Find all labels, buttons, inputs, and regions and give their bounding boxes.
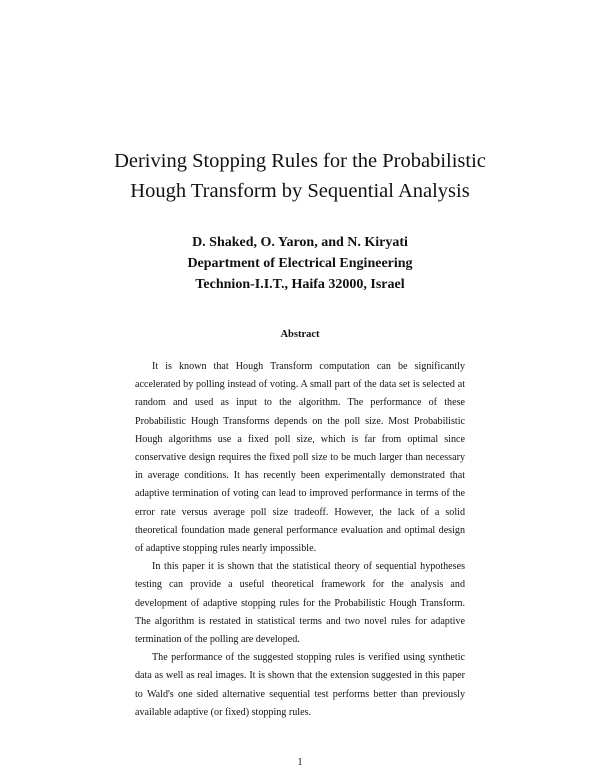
- page-number: 1: [297, 757, 303, 768]
- abstract-paragraph: In this paper it is shown that the statistical theory of sequential hypotheses testing can provide a useful theoretical framework for the analysis and development of adaptive stopping rules for the Probabilistic Hough Transform. The algorithm is restated in statistical terms and two novel rules for adaptive termination of the polling are developed.: [135, 561, 465, 646]
- abstract-paragraph: The performance of the suggested stopping rules is verified using synthetic data as well as real images. It is shown that the extension suggested in this paper to Wald's one sided alternative sequential test performs better than previously available adaptive (or fixed) stopping rules.: [135, 652, 465, 718]
- abstract-body: [135, 358, 465, 722]
- affiliation-department: Department of Electrical Engineering: [187, 256, 413, 271]
- abstract-heading: Abstract: [280, 329, 320, 340]
- affiliation-institution: Technion-I.I.T., Haifa 32000, Israel: [195, 277, 405, 292]
- affiliation: [40, 253, 560, 295]
- paper-title: [40, 146, 560, 206]
- abstract-paragraph: It is known that Hough Transform computation can be significantly accelerated by polling instead of voting. A small part of the data set is selected at random and used as input to the algorithm. The performance of these Probabilistic Hough Transforms depends on the poll size. Most Probabilistic Hough algorithms use a fixed poll size, which is far from optimal since conservative design requires the fixed poll size to be much larger than necessary in average conditions. It has recently been experimentally demonstrated that adaptive termination of voting can lead to improved performance in terms of the error rate versus average poll size tradeoff. However, the lack of a solid theoretical foundation made general performance evaluation and optimal design of adaptive stopping rules nearly impossible.: [135, 361, 465, 555]
- author-list: D. Shaked, O. Yaron, and N. Kiryati: [192, 235, 408, 250]
- paper-title-line-1: Deriving Stopping Rules for the Probabilistic: [114, 150, 486, 172]
- paper-title-line-2: Hough Transform by Sequential Analysis: [130, 180, 470, 202]
